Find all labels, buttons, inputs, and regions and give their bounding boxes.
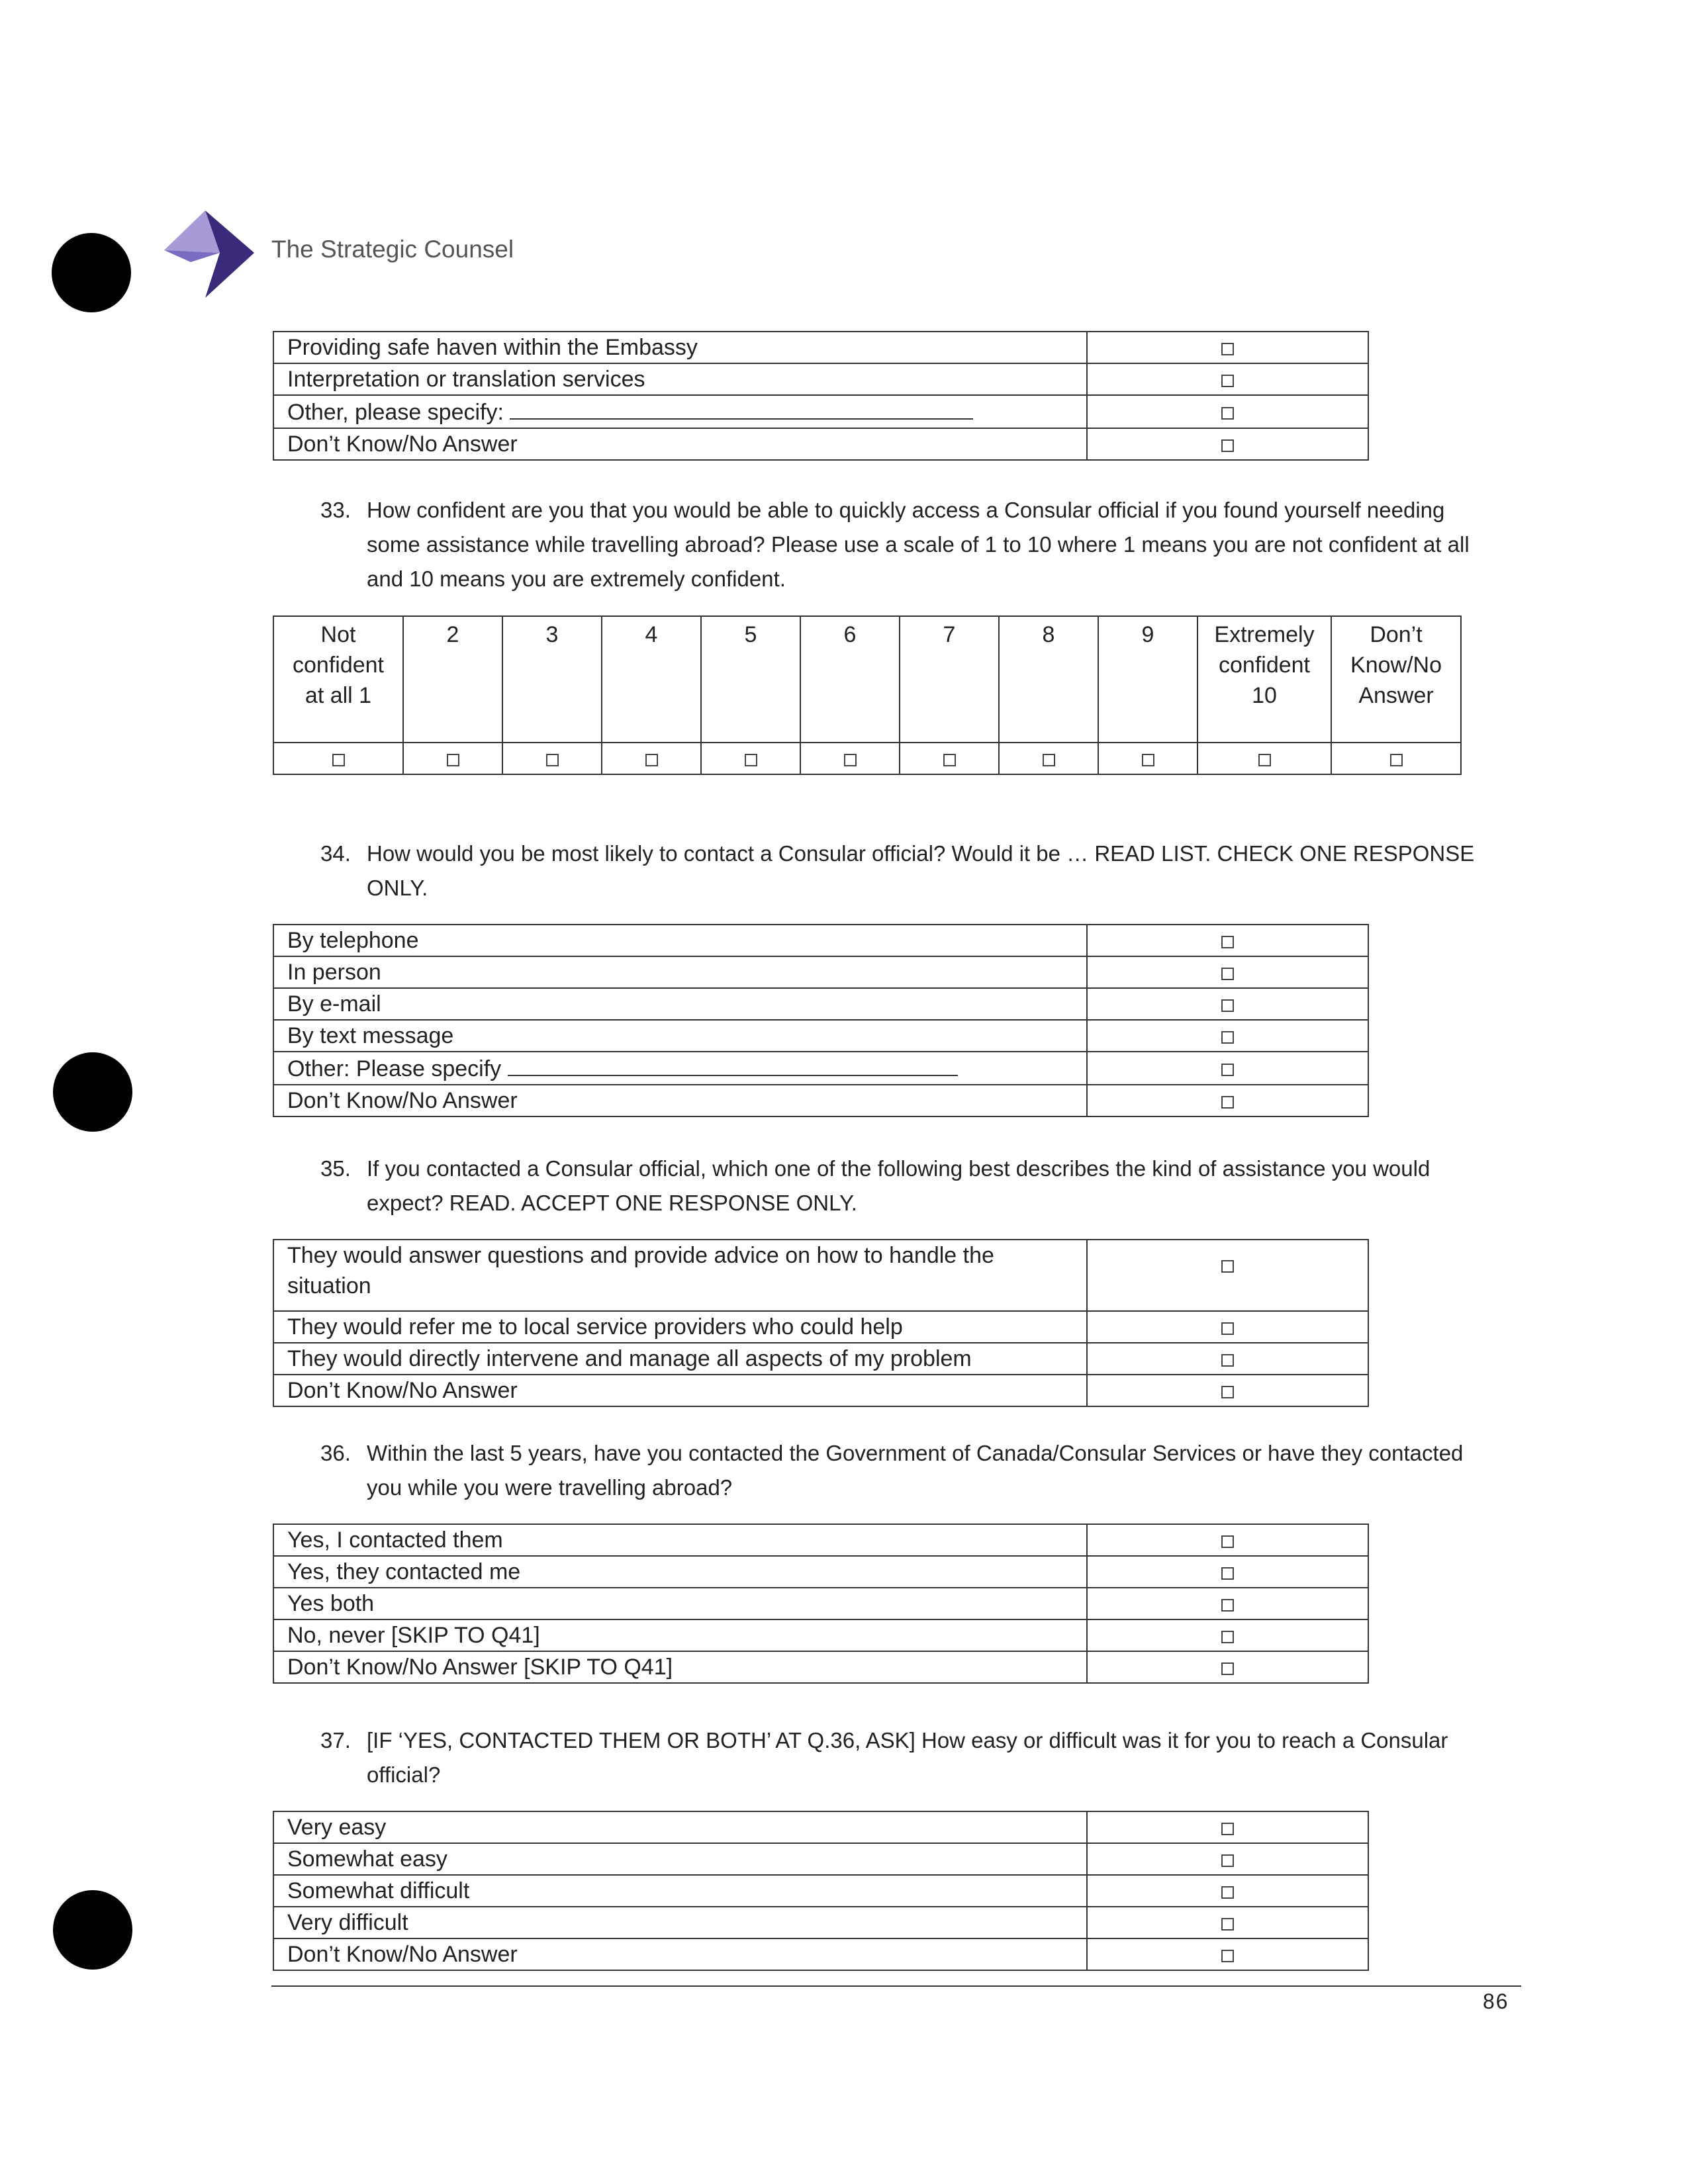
table-row [273,1811,1368,1843]
checkbox[interactable] [1221,1031,1234,1044]
question-number: 36. [320,1441,351,1465]
option-label: Yes, I contacted them [273,1524,1087,1556]
question-text: How confident are you that you would be able to quickly access a Consular official if you found yourself needing some assistance while travelling abroad? Please use a scale of 1 to 10 where 1 means you are not confident at all and 10 means you are extremely confident. [367,498,1470,591]
q32-options-table [273,331,1369,461]
q37-options-table [273,1811,1369,1971]
option-label: Very easy [273,1811,1087,1843]
option-label: They would directly intervene and manage all aspects of my problem [273,1343,1087,1375]
scale-header-row [273,616,1461,743]
scale-checkbox-row [273,743,1461,774]
option-label: By e-mail [273,988,1087,1020]
option-label: Don’t Know/No Answer [273,1085,1087,1116]
punch-hole-top [52,233,131,312]
question-text: How would you be most likely to contact a Consular official? Would it be … READ LIST. CHECK ONE RESPONSE ONLY. [367,841,1475,900]
checkbox[interactable] [645,754,658,766]
checkbox[interactable] [546,754,559,766]
option-label: By text message [273,1020,1087,1052]
table-row [273,1907,1368,1938]
option-label: They would refer me to local service providers who could help [273,1311,1087,1343]
table-row [273,1311,1368,1343]
table-row [273,395,1368,428]
option-label: By telephone [273,925,1087,956]
table-row [273,1843,1368,1875]
checkbox[interactable] [1221,1599,1234,1612]
option-label: Other: Please specify [287,1056,502,1081]
question-34 [320,837,1485,905]
scale-label: Don’t Know/No Answer [1331,616,1461,743]
q34-options-table [273,924,1369,1117]
table-row [273,988,1368,1020]
question-37 [320,1723,1512,1792]
table-row [273,1085,1368,1116]
org-name: The Strategic Counsel [271,236,514,263]
question-number: 37. [320,1728,351,1752]
table-row [273,956,1368,988]
checkbox[interactable] [1221,1854,1234,1867]
checkbox[interactable] [1221,1823,1234,1835]
specify-blank-line[interactable] [508,1052,958,1076]
question-number: 35. [320,1156,351,1181]
page-number: 86 [1483,1989,1509,2013]
scale-label: 5 [701,616,800,743]
option-label: Somewhat easy [273,1843,1087,1875]
option-label: Don’t Know/No Answer [273,1938,1087,1970]
option-label: Don’t Know/No Answer [273,1375,1087,1406]
q36-options-table [273,1524,1369,1684]
table-row [273,925,1368,956]
checkbox[interactable] [1221,936,1234,948]
scale-label: Extremely confident 10 [1197,616,1331,743]
option-label: Other, please specify: [287,400,504,425]
question-35 [320,1152,1485,1220]
checkbox[interactable] [1390,754,1403,766]
checkbox[interactable] [1221,407,1234,420]
table-row [273,1938,1368,1970]
scale-label: 3 [502,616,602,743]
specify-blank-line[interactable] [510,396,973,420]
question-33 [320,493,1499,596]
table-row [273,1875,1368,1907]
scale-label: 7 [900,616,999,743]
checkbox[interactable] [1043,754,1055,766]
checkbox[interactable] [1221,1662,1234,1675]
q35-options-table [273,1239,1369,1407]
checkbox[interactable] [1221,1918,1234,1931]
question-text: Within the last 5 years, have you contacted the Government of Canada/Consular Services or have they contacted you while you were travelling abroad? [367,1441,1464,1500]
checkbox[interactable] [1221,1567,1234,1580]
table-row [273,363,1368,395]
scale-label: 2 [403,616,502,743]
checkbox[interactable] [1221,1322,1234,1335]
table-row [273,1524,1368,1556]
table-row [273,1240,1368,1311]
table-row [273,1588,1368,1619]
checkbox[interactable] [1221,1631,1234,1643]
question-36 [320,1436,1485,1505]
q33-scale-table [273,615,1462,775]
scale-label: Not confident at all 1 [273,616,403,743]
table-row [273,428,1368,460]
table-row [273,1651,1368,1683]
checkbox[interactable] [1221,999,1234,1012]
option-label: Yes, they contacted me [273,1556,1087,1588]
table-row [273,1375,1368,1406]
checkbox[interactable] [1258,754,1271,766]
table-row [273,1020,1368,1052]
footer-rule [271,1985,1521,1987]
checkbox[interactable] [332,754,345,766]
checkbox[interactable] [1221,439,1234,452]
scale-label: 9 [1098,616,1197,743]
table-row [273,1556,1368,1588]
checkbox[interactable] [1221,1950,1234,1962]
checkbox[interactable] [447,754,459,766]
checkbox[interactable] [1221,343,1234,355]
checkbox[interactable] [1221,1096,1234,1109]
table-row [273,332,1368,363]
checkbox[interactable] [1221,1260,1234,1273]
option-label: No, never [SKIP TO Q41] [273,1619,1087,1651]
option-label: Providing safe haven within the Embassy [273,332,1087,363]
option-label: Don’t Know/No Answer [SKIP TO Q41] [273,1651,1087,1683]
scale-label: 4 [602,616,701,743]
checkbox[interactable] [1221,1886,1234,1899]
punch-hole-bottom [53,1890,132,1970]
option-label: Don’t Know/No Answer [273,428,1087,460]
question-number: 33. [320,498,351,522]
checkbox[interactable] [1221,1386,1234,1398]
punch-hole-middle [53,1052,132,1132]
question-text: [IF ‘YES, CONTACTED THEM OR BOTH’ AT Q.36, ASK] How easy or difficult was it for you to reach a Consular official? [367,1728,1448,1787]
option-label: In person [273,956,1087,988]
checkbox[interactable] [943,754,956,766]
question-text: If you contacted a Consular official, which one of the following best describes the kind of assistance you would expect? READ. ACCEPT ONE RESPONSE ONLY. [367,1156,1430,1215]
checkbox[interactable] [1221,1535,1234,1548]
checkbox[interactable] [1221,1354,1234,1367]
strategic-counsel-logo [164,210,254,298]
checkbox[interactable] [1142,754,1154,766]
table-row [273,1343,1368,1375]
checkbox[interactable] [1221,375,1234,387]
scale-label: 6 [800,616,900,743]
checkbox[interactable] [1221,1064,1234,1076]
option-label: Interpretation or translation services [273,363,1087,395]
scale-label: 8 [999,616,1098,743]
option-label: Yes both [273,1588,1087,1619]
checkbox[interactable] [844,754,857,766]
table-row [273,1619,1368,1651]
table-row [273,1052,1368,1085]
question-number: 34. [320,841,351,866]
option-label: They would answer questions and provide advice on how to handle the situation [273,1240,1087,1311]
option-label: Somewhat difficult [273,1875,1087,1907]
checkbox[interactable] [1221,968,1234,980]
checkbox[interactable] [745,754,757,766]
option-label: Very difficult [273,1907,1087,1938]
